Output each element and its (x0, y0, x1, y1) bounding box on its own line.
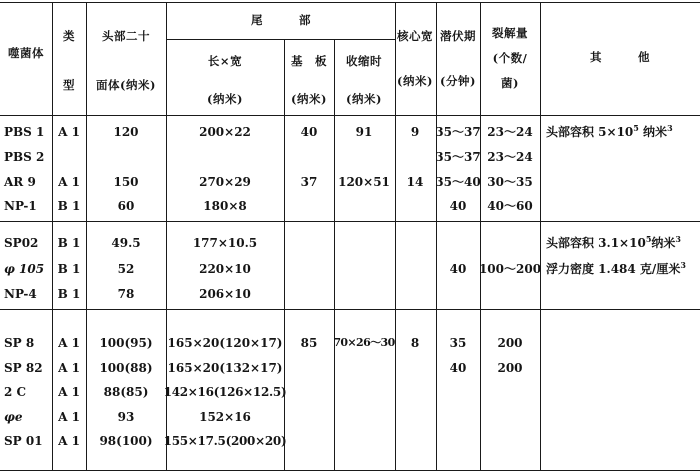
row-other-exponent: 5 (633, 123, 639, 133)
row-tail-lw: 177×10.5 (192, 236, 258, 250)
row-other (546, 236, 681, 250)
col-rule-8 (480, 2, 481, 470)
row-other-text: 头部容积 5×10 (546, 125, 634, 139)
header-tail-base-bottom: (纳米) (291, 92, 327, 106)
row-contract: 120×51 (338, 175, 390, 189)
row-burst: 23～24 (487, 125, 533, 139)
tail-subheader-rule (166, 39, 395, 40)
row-type: B 1 (57, 236, 81, 250)
row-contract: 70×26～30 (333, 336, 395, 349)
row-name: PBS 2 (4, 150, 45, 164)
row-other-unit: 纳米 (638, 125, 668, 139)
row-head: 88(85) (103, 385, 149, 399)
row-base: 85 (300, 336, 318, 350)
row-head: 49.5 (111, 236, 141, 250)
row-type: A 1 (58, 125, 80, 139)
row-type: A 1 (58, 385, 80, 399)
header-burst-bottom: 菌) (501, 76, 519, 90)
row-tail-lw: 200×22 (199, 125, 251, 139)
header-head-top: 头部二十 (102, 29, 150, 43)
header-tail-contract-bottom: (纳米) (346, 92, 382, 106)
header-type-bottom: 型 (63, 78, 75, 92)
row-latent: 35～37 (435, 125, 481, 139)
row-latent: 35～40 (435, 175, 481, 189)
col-rule-4 (284, 39, 285, 470)
row-other-unit-exponent: 3 (675, 234, 681, 244)
row-head: 93 (117, 410, 135, 424)
row-name: SP 01 (4, 434, 43, 448)
row-other (546, 262, 686, 276)
row-other-unit-exponent: 3 (680, 260, 686, 270)
row-name: SP02 (4, 236, 39, 250)
header-bottom-rule (0, 115, 700, 116)
row-head: 78 (117, 287, 135, 301)
header-latent-top: 潜伏期 (440, 29, 476, 43)
row-tail-lw: 180×8 (203, 199, 247, 213)
row-head: 120 (113, 125, 139, 139)
row-type: A 1 (58, 175, 80, 189)
row-name: PBS 1 (4, 125, 45, 139)
row-head: 52 (117, 262, 135, 276)
row-core: 9 (410, 125, 420, 139)
col-rule-7 (436, 2, 437, 470)
col-rule-5 (334, 39, 335, 470)
row-tail-lw: 152×16 (199, 410, 251, 424)
row-tail-lw: 206×10 (199, 287, 251, 301)
row-type: A 1 (58, 336, 80, 350)
row-latent: 40 (449, 199, 467, 213)
row-other-unit: 纳米 (651, 236, 676, 250)
row-name: 2 C (4, 385, 27, 399)
header-head-bottom: 面体(纳米) (96, 78, 156, 92)
header-tail-base-top: 基 板 (291, 54, 327, 68)
header-tail-contract-top: 收缩时 (346, 54, 382, 68)
header-tail-lw-top: 长×宽 (207, 54, 243, 68)
row-base: 40 (300, 125, 318, 139)
row-type: A 1 (58, 361, 80, 375)
row-tail-lw: 270×29 (199, 175, 251, 189)
col-rule-3 (166, 2, 167, 470)
row-tail-lw: 220×10 (199, 262, 251, 276)
row-head: 98(100) (99, 434, 153, 448)
row-contract: 91 (355, 125, 373, 139)
row-core: 8 (410, 336, 420, 350)
row-name: AR 9 (4, 175, 36, 189)
row-head: 150 (113, 175, 139, 189)
row-tail-lw: 155×17.5(200×20) (163, 434, 287, 448)
header-core-top: 核心宽 (397, 29, 433, 43)
row-core: 14 (406, 175, 424, 189)
row-name: NP-1 (4, 199, 37, 213)
col-rule-2 (86, 2, 87, 470)
row-other-unit-exponent: 3 (667, 123, 673, 133)
header-phage: 噬菌体 (8, 46, 44, 60)
row-tail-lw: 142×16(126×12.5) (163, 385, 287, 399)
group-rule-1 (0, 221, 700, 222)
row-tail-lw: 165×20(132×17) (167, 361, 283, 375)
row-tail-lw: 165×20(120×17) (167, 336, 283, 350)
row-name: NP-4 (4, 287, 37, 301)
row-type: B 1 (57, 262, 81, 276)
header-other: 其 他 (590, 50, 650, 64)
row-latent: 40 (449, 361, 467, 375)
row-burst: 100～200 (478, 262, 542, 276)
row-head: 60 (117, 199, 135, 213)
row-base: 37 (300, 175, 318, 189)
row-latent: 35～37 (435, 150, 481, 164)
row-other-text: 浮力密度 1.484 克/厘米 (546, 262, 681, 276)
row-head: 100(88) (99, 361, 153, 375)
row-type: A 1 (58, 434, 80, 448)
header-burst-top: 裂解量 (492, 26, 528, 40)
row-burst: 30～35 (487, 175, 533, 189)
col-rule-6 (395, 2, 396, 470)
header-tail: 尾 部 (251, 13, 311, 27)
row-name: φe (4, 410, 23, 424)
row-burst: 23～24 (487, 150, 533, 164)
row-type: A 1 (58, 410, 80, 424)
row-name: SP 8 (4, 336, 35, 350)
header-tail-lw-bottom: (纳米) (207, 92, 243, 106)
row-head: 100(95) (99, 336, 153, 350)
row-latent: 40 (449, 262, 467, 276)
header-burst-mid: (个数/ (492, 51, 528, 65)
row-burst: 40～60 (487, 199, 533, 213)
row-other-text: 头部容积 3.1×10 (546, 236, 646, 250)
col-rule-1 (52, 2, 53, 470)
table-bottom-rule (0, 470, 700, 471)
header-latent-bottom: (分钟) (440, 74, 476, 88)
row-burst: 200 (497, 336, 523, 350)
row-name: φ 105 (4, 262, 45, 276)
row-other-exponent: 5 (645, 234, 652, 244)
row-burst: 200 (497, 361, 523, 375)
header-type-top: 类 (63, 29, 75, 43)
row-type: B 1 (57, 287, 81, 301)
row-type: B 1 (57, 199, 81, 213)
row-name: SP 82 (4, 361, 43, 375)
col-rule-9 (540, 2, 541, 470)
row-latent: 35 (449, 336, 467, 350)
group-rule-2 (0, 309, 700, 310)
table-top-rule (0, 2, 700, 3)
row-other (546, 125, 673, 139)
header-core-bottom: (纳米) (397, 74, 433, 88)
